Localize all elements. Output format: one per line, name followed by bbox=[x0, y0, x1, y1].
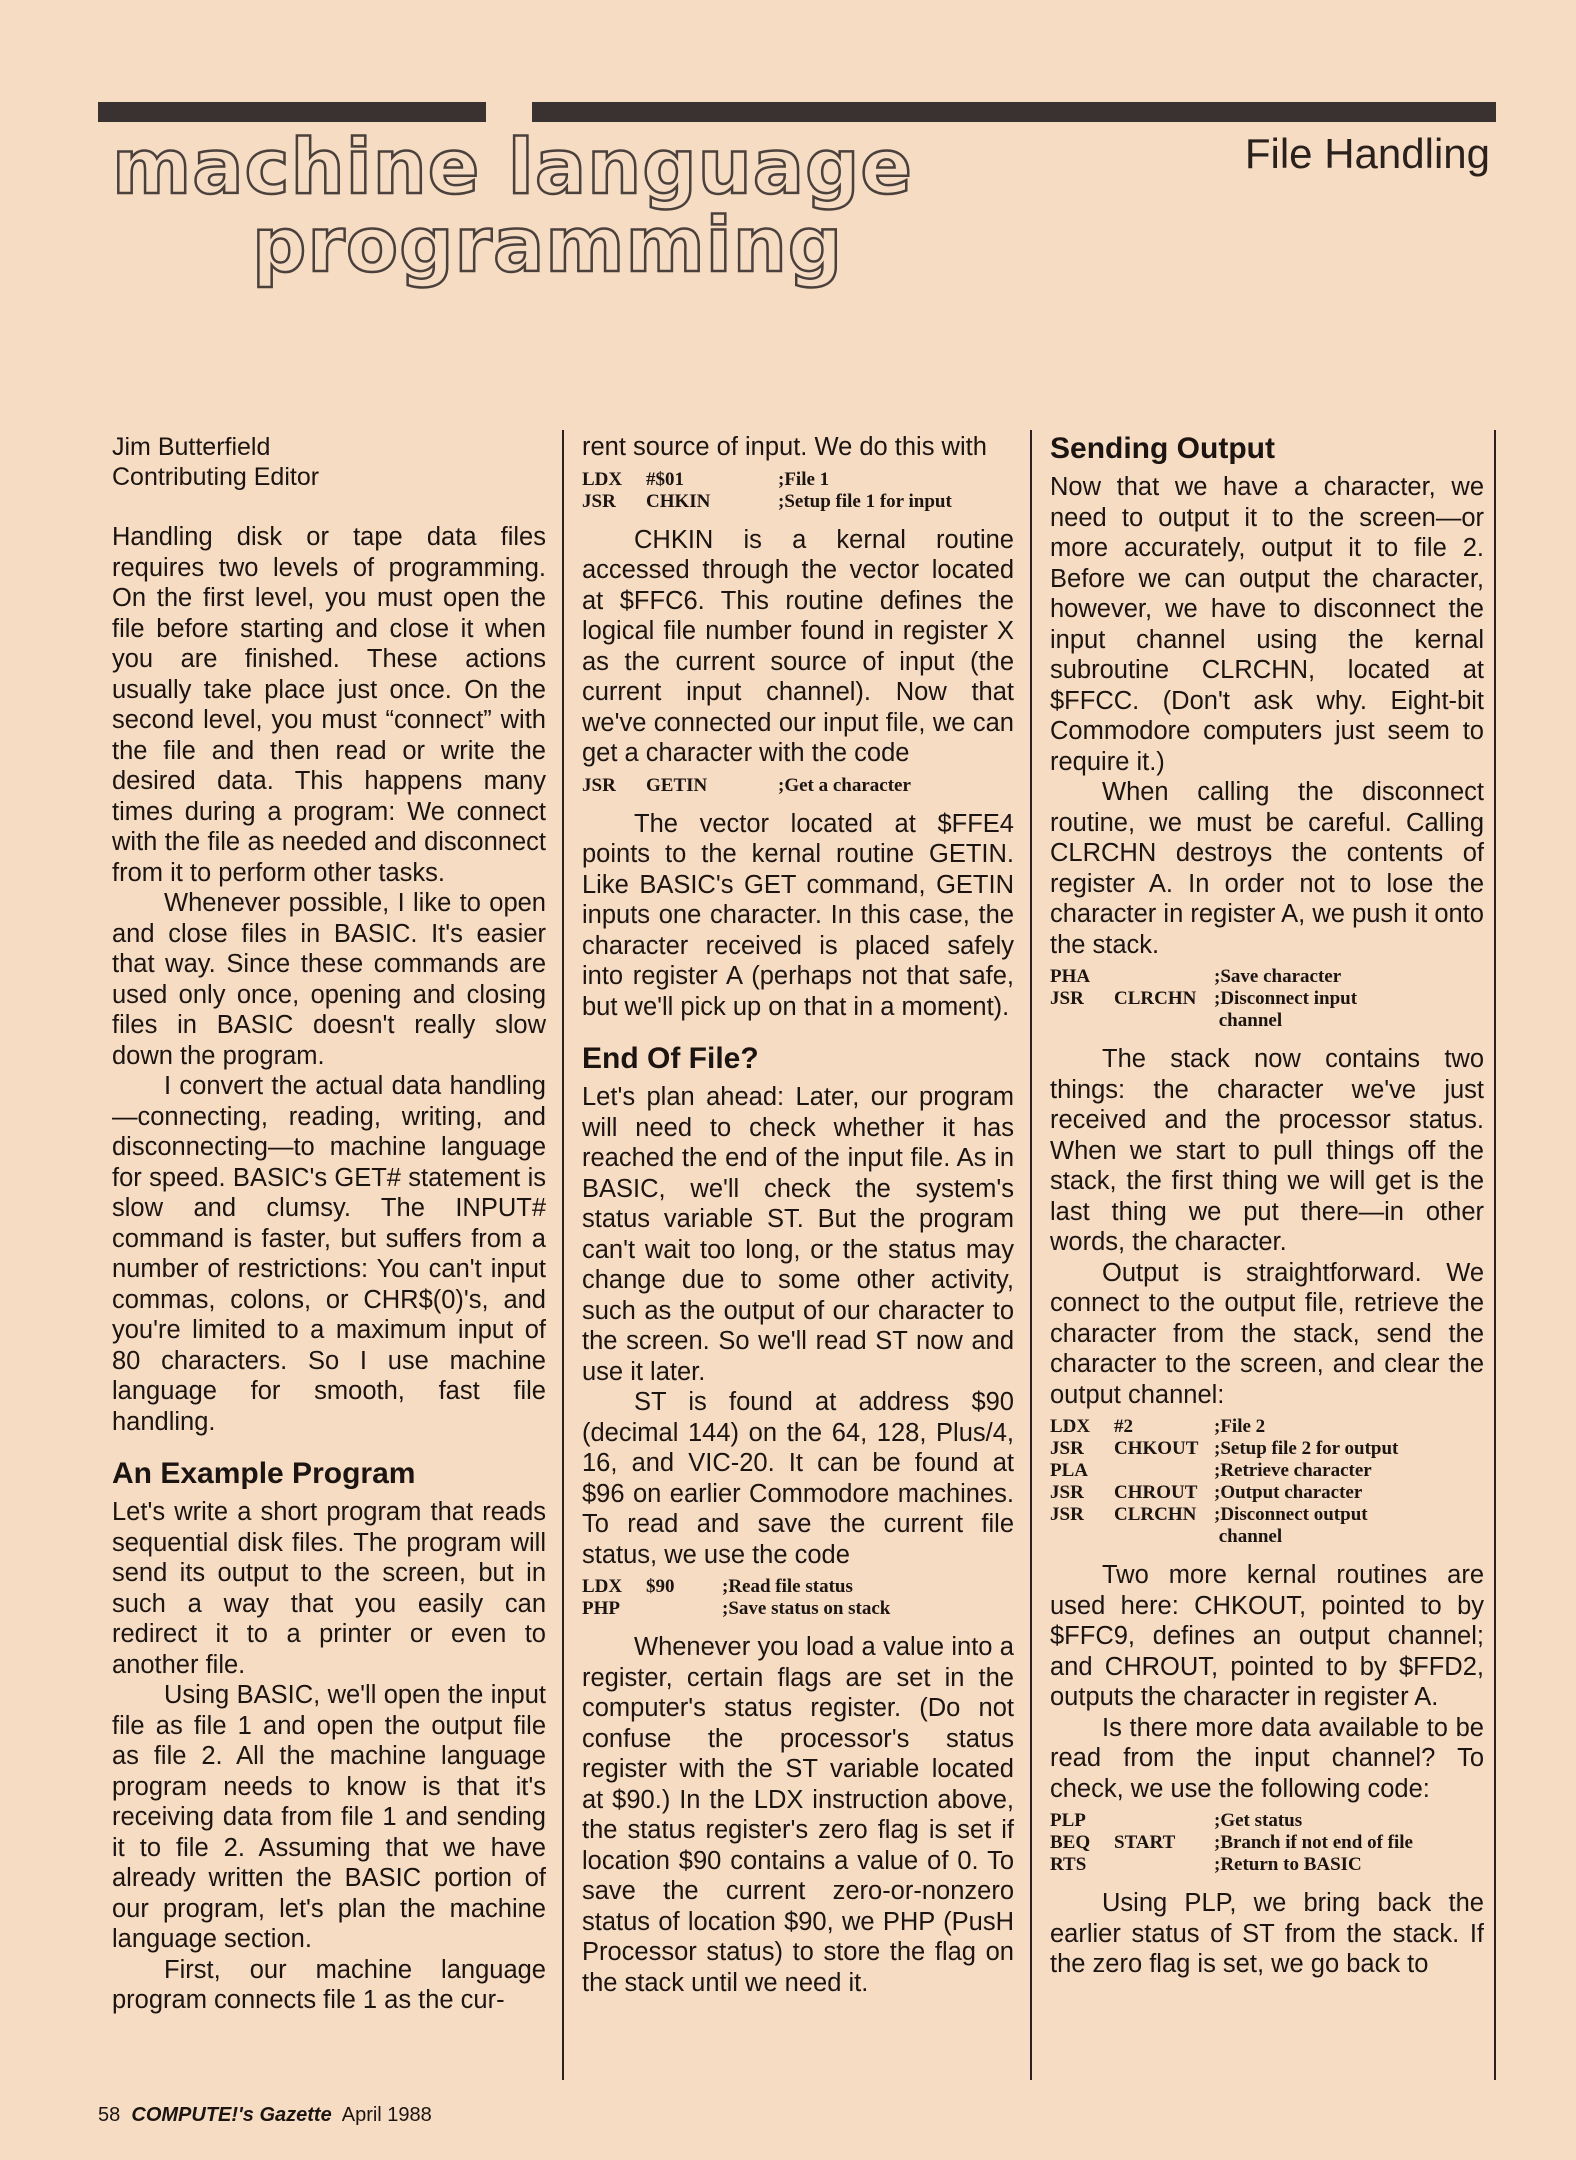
code-line: PHA ;Save character bbox=[1050, 966, 1342, 987]
paragraph: The stack now contains two things: the character we've just received and the processor status. When we start to pull things off the stack, the first thing we will get is the last thing we put there—in other words, the character. bbox=[1050, 1045, 1484, 1256]
column-3 bbox=[1050, 432, 1484, 1980]
column-1 bbox=[112, 432, 546, 2016]
paragraph: Is there more data available to be read from the input channel? To check, we use the following code: bbox=[1050, 1713, 1484, 1803]
code-block bbox=[1050, 1416, 1484, 1548]
paragraph: Handling disk or tape data files requires two levels of programming. On the first level, you must open the file before starting and close it when you are finished. These actions usually take place just once. On the second level, you must “connect” with the file and then read or write the desired data. This happens many times during a program: We connect with the file as needed and disconnect from it to perform other tasks. bbox=[112, 523, 546, 887]
code-block bbox=[1050, 966, 1484, 1032]
code-line: PLP ;Get status bbox=[1050, 1810, 1303, 1831]
paragraph: I convert the actual data handling—connecting, reading, writing, and disconnecting—to machine language for speed. BASIC's GET# statement is slow and clumsy. The INPUT# command is faster, but suffers from a number of restrictions: You can't input commas, colons, or CHR$(0)'s, and you're limited to a maximum input of 80 characters. So I use machine language for smooth, fast file handling. bbox=[112, 1072, 546, 1436]
code-line: LDX #$01 ;File 1 bbox=[582, 468, 830, 490]
header-rule-left bbox=[98, 102, 486, 122]
paragraph: Now that we have a character, we need to output it to the screen—or more accurately, output it to file 2. Before we can output the character, however, we have to disconnect the input channel using the kernal subroutine CLRCHN, located at $FFCC. (Don't ask why. Eight-bit Commodore computers just seem to require it.) bbox=[1050, 473, 1484, 776]
paragraph: Let's write a short program that reads sequential disk files. The program will send its output to the screen, but in such a way that you easily can redirect it to a printer or even to another file. bbox=[112, 1498, 546, 1679]
code-line: channel bbox=[1214, 1010, 1283, 1031]
byline bbox=[112, 432, 546, 492]
code-line: JSR CHKOUT ;Setup file 2 for output bbox=[1050, 1438, 1399, 1459]
heading-example-program: An Example Program bbox=[112, 1457, 416, 1490]
header-rule-right bbox=[532, 102, 1496, 122]
column-divider bbox=[1030, 430, 1032, 2080]
paragraph: Whenever possible, I like to open and close files in BASIC. It's easier that way. Since these commands are used only once, opening and closing files in BASIC doesn't really slow down the program. bbox=[112, 889, 546, 1070]
paragraph: Let's plan ahead: Later, our program will need to check whether it has reached the end of the input file. As in BASIC, we'll check the system's status variable ST. But the program can't wait too long, or the status may change due to some other activity, such as the output of our character to the screen. So we'll read ST now and use it later. bbox=[582, 1083, 1014, 1386]
paragraph: Using BASIC, we'll open the input file as file 1 and open the output file as file 2. All the machine language program needs to know is that it's receiving data from file 1 and sending it to file 2. Assuming that we have already written the BASIC portion of our program, let's plan the machine language section. bbox=[112, 1681, 546, 1953]
heading-sending-output: Sending Output bbox=[1050, 432, 1275, 465]
paragraph: The vector located at $FFE4 points to the kernal routine GETIN. Like BASIC's GET command, GETIN inputs one character. In this case, the character received is placed safely into register A (perhaps not that safe, but we'll pick up on that in a moment). bbox=[582, 809, 1014, 1021]
page-footer bbox=[98, 2104, 432, 2127]
page-number: 58 bbox=[98, 2104, 121, 2126]
paragraph: First, our machine language program connects file 1 as the cur- bbox=[112, 1955, 546, 2014]
code-line: BEQ START ;Branch if not end of file bbox=[1050, 1832, 1413, 1853]
code-line: JSR CHROUT ;Output character bbox=[1050, 1482, 1363, 1503]
paragraph: Whenever you load a value into a register, certain flags are set in the computer's status register. (Do not confuse the processor's status register with the ST variable located at $90.) In the LDX instruction above, the status register's zero flag is set if location $90 contains a value of 0. To save the current zero-or-nonzero status of location $90, we PHP (PusH Processor status) to store the flag on the stack until we need it. bbox=[582, 1633, 1014, 1997]
author-name: Jim Butterfield bbox=[112, 433, 271, 461]
code-line: JSR CLRCHN ;Disconnect input bbox=[1050, 988, 1358, 1009]
author-role: Contributing Editor bbox=[112, 463, 320, 491]
heading-end-of-file: End Of File? bbox=[582, 1042, 759, 1075]
code-line: PLA ;Retrieve character bbox=[1050, 1460, 1372, 1481]
code-line: JSR CHKIN ;Setup file 1 for input bbox=[582, 490, 952, 512]
issue-date: April 1988 bbox=[341, 2104, 432, 2126]
paragraph: When calling the disconnect routine, we must be careful. Calling CLRCHN destroys the contents of register A. In order not to lose the character in register A, we push it onto the stack. bbox=[1050, 778, 1484, 959]
code-line: PHP ;Save status on stack bbox=[582, 1598, 891, 1619]
magazine-name: COMPUTE!'s Gazette bbox=[131, 2104, 332, 2126]
column-logo-line1: machine language bbox=[112, 122, 913, 211]
paragraph: rent source of input. We do this with bbox=[582, 433, 987, 461]
paragraph: Using PLP, we bring back the earlier status of ST from the stack. If the zero flag is set, we go back to bbox=[1050, 1889, 1484, 1978]
section-title: File Handling bbox=[1244, 130, 1490, 177]
code-block bbox=[582, 775, 1014, 797]
code-line: RTS ;Return to BASIC bbox=[1050, 1854, 1362, 1875]
code-block bbox=[582, 1576, 1014, 1620]
paragraph: Two more kernal routines are used here: CHKOUT, pointed to by $FFC9, defines an output channel; and CHROUT, pointed to by $FFD2, outputs the character in register A. bbox=[1050, 1561, 1484, 1711]
code-line: JSR CLRCHN ;Disconnect output bbox=[1050, 1504, 1368, 1525]
code-line: LDX #2 ;File 2 bbox=[1050, 1416, 1266, 1437]
column-logo-line2: programming bbox=[252, 200, 844, 289]
code-block bbox=[1050, 1810, 1484, 1876]
code-line: JSR GETIN ;Get a character bbox=[582, 774, 911, 796]
paragraph: ST is found at address $90 (decimal 144) on the 64, 128, Plus/4, 16, and VIC-20. It can be found at $96 on earlier Commodore machines. To read and save the current file status, we use the code bbox=[582, 1388, 1014, 1569]
column-divider bbox=[562, 430, 564, 2080]
paragraph: Output is straightforward. We connect to the output file, retrieve the character from the stack, send the character to the screen, and clear the output channel: bbox=[1050, 1258, 1484, 1409]
code-block bbox=[582, 469, 1014, 513]
code-line: LDX $90 ;Read file status bbox=[582, 1576, 853, 1597]
paragraph: CHKIN is a kernal routine accessed through the vector located at $FFC6. This routine defines the logical file number found in register X as the current source of input (the current input channel). Now that we've connected our input file, we can get a character with the code bbox=[582, 525, 1014, 767]
code-line: channel bbox=[1214, 1526, 1283, 1547]
column-2 bbox=[582, 432, 1014, 1998]
column-divider bbox=[1494, 430, 1496, 2080]
